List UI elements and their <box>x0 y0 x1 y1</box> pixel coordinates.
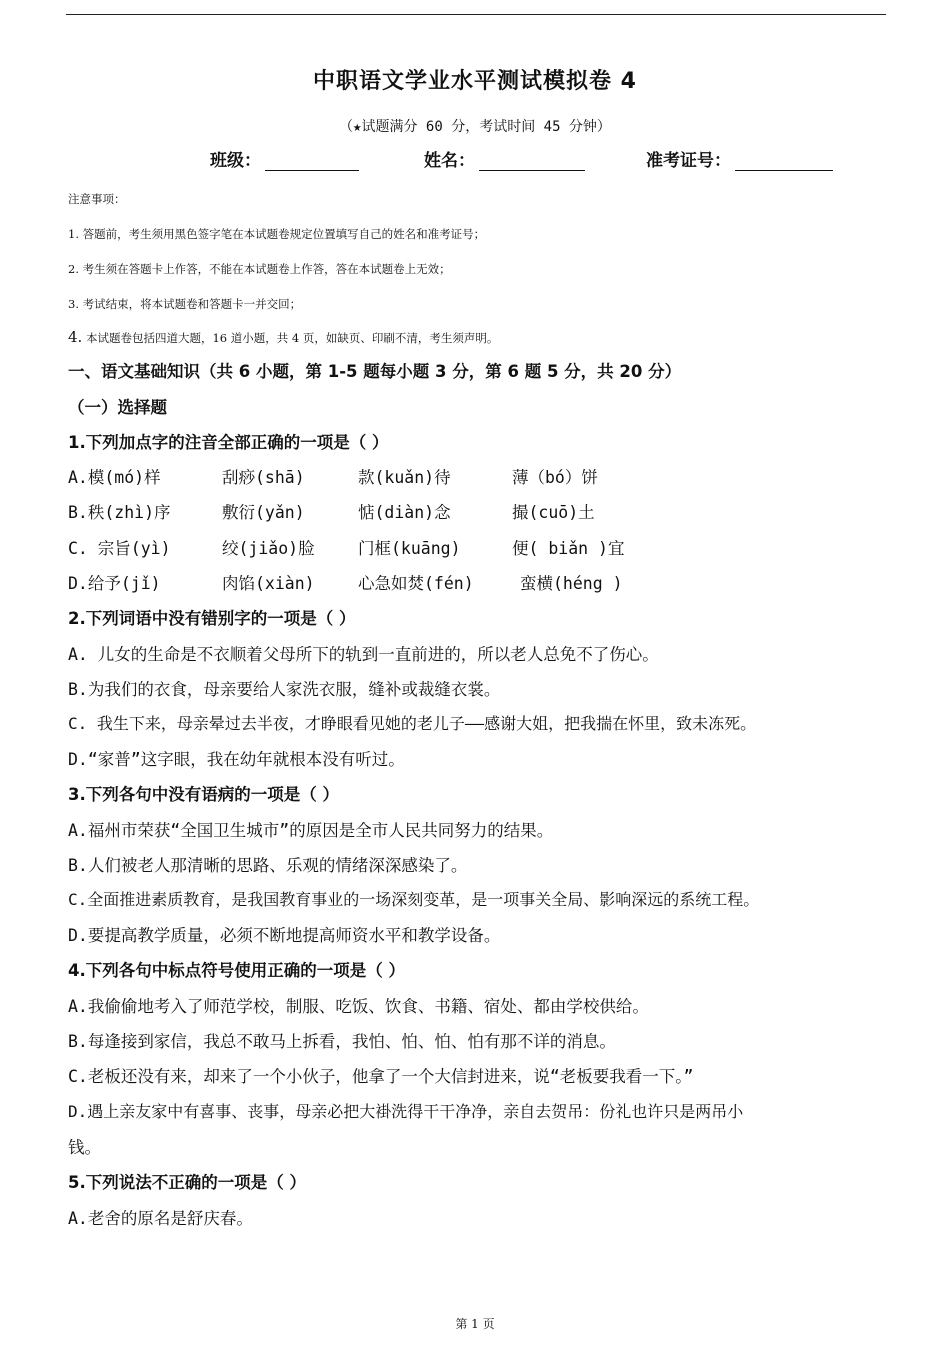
q3-option: D.要提高教学质量，必须不断地提高师资水平和教学设备。 <box>68 926 501 945</box>
q1-option: B.秩(zhì)序 <box>68 503 171 522</box>
exam-number-label: 准考证号： <box>646 151 731 171</box>
q2-option: A. 儿女的生命是不衣顺着父母所下的轨到一直前进的，所以老人总免不了伤心。 <box>68 645 659 664</box>
note-item: 2. 考生须在答题卡上作答，不能在本试题卷上作答，答在本试题卷上无效； <box>68 262 451 276</box>
question-2-stem: 2.下列词语中没有错别字的一项是（ ） <box>68 609 356 628</box>
note-item <box>68 328 498 346</box>
q1-option: 惦(diàn)念 <box>358 503 451 522</box>
class-label: 班级： <box>210 151 261 171</box>
notes-heading: 注意事项： <box>68 192 126 206</box>
q1-option: 刮痧(shā) <box>222 468 305 487</box>
q1-option: 敷衍(yǎn) <box>222 503 305 522</box>
class-field <box>210 146 359 171</box>
question-5-stem: 5.下列说法不正确的一项是（ ） <box>68 1173 306 1192</box>
q3-option: B.人们被老人那清晰的思路、乐观的情绪深深感染了。 <box>68 856 468 875</box>
q1-option: 蛮横(héng ) <box>520 574 623 593</box>
q1-option: D.给予(jǐ) <box>68 574 161 593</box>
exam-number-blank[interactable] <box>735 150 833 171</box>
exam-number-field <box>646 146 833 171</box>
page-title: 中职语文学业水平测试模拟卷 4 <box>313 69 637 94</box>
q1-option: 肉馅(xiàn) <box>222 574 315 593</box>
class-blank[interactable] <box>265 150 359 171</box>
q4-option: B.每逢接到家信，我总不敢马上拆看，我怕、怕、怕、怕有那不详的消息。 <box>68 1032 616 1051</box>
q1-option: 绞(jiǎo)脸 <box>222 539 315 558</box>
q1-option: A.模(mó)样 <box>68 468 161 487</box>
exam-subtitle: （★试题满分 60 分，考试时间 45 分钟） <box>339 119 611 135</box>
q1-option: 门框(kuāng) <box>358 539 461 558</box>
name-label: 姓名： <box>424 151 475 171</box>
question-1-stem: 1.下列加点字的注音全部正确的一项是（ ） <box>68 433 389 452</box>
name-blank[interactable] <box>479 150 585 171</box>
name-field <box>424 146 585 171</box>
q2-option: C. 我生下来，母亲晕过去半夜，才睁眼看见她的老儿子——感谢大姐，把我揣在怀里，致未冻死。 <box>68 714 757 733</box>
q2-option: B.为我们的衣食，母亲要给人家洗衣服，缝补或裁缝衣裳。 <box>68 680 501 699</box>
q1-option: C. 宗旨(yì) <box>68 539 171 558</box>
q1-option: 心急如焚(fén) <box>358 574 474 593</box>
question-4-stem: 4.下列各句中标点符号使用正确的一项是（ ） <box>68 961 405 980</box>
note-item: 1. 答题前，考生须用黑色签字笔在本试题卷规定位置填写自己的姓名和准考证号； <box>68 227 486 241</box>
note-item-text: 本试题卷包括四道大题，16 道小题，共 4 页，如缺页、印刷不清，考生须声明。 <box>85 331 499 345</box>
q4-option: D.遇上亲友家中有喜事、丧事，母亲必把大褂洗得干干净净，亲自去贺吊：份礼也许只是两吊小 <box>68 1102 744 1121</box>
q3-option: C.全面推进素质教育，是我国教育事业的一场深刻变革，是一项事关全局、影响深远的系统工程。 <box>68 890 760 909</box>
q3-option: A.福州市荣获“全国卫生城市”的原因是全市人民共同努力的结果。 <box>68 821 554 840</box>
page-number: 第 1 页 <box>455 1317 495 1331</box>
note-item: 3. 考试结束，将本试题卷和答题卡一并交回； <box>68 297 302 311</box>
note-item-number: 4. <box>68 328 83 346</box>
q4-option: A.我偷偷地考入了师范学校，制服、吃饭、饮食、书籍、宿处、都由学校供给。 <box>68 997 649 1016</box>
question-3-stem: 3.下列各句中没有语病的一项是（ ） <box>68 785 339 804</box>
q1-option: 撮(cuō)土 <box>512 503 595 522</box>
q1-option: 便( biǎn )宜 <box>512 539 625 558</box>
q1-option: 款(kuǎn)待 <box>358 468 451 487</box>
q4-option: 钱。 <box>68 1138 101 1157</box>
q5-option: A.老舍的原名是舒庆春。 <box>68 1209 253 1228</box>
q4-option: C.老板还没有来，却来了一个小伙子，他拿了一个大信封进来，说“老板要我看一下。” <box>68 1067 694 1086</box>
q2-option: D.“家普”这字眼，我在幼年就根本没有听过。 <box>68 750 405 769</box>
subsection-heading: （一）选择题 <box>68 398 167 417</box>
q1-option: 薄（bó）饼 <box>512 468 598 487</box>
header-rule <box>66 14 886 15</box>
section-heading: 一、语文基础知识（共 6 小题，第 1-5 题每小题 3 分，第 6 题 5 分，共 20 分） <box>68 362 682 381</box>
